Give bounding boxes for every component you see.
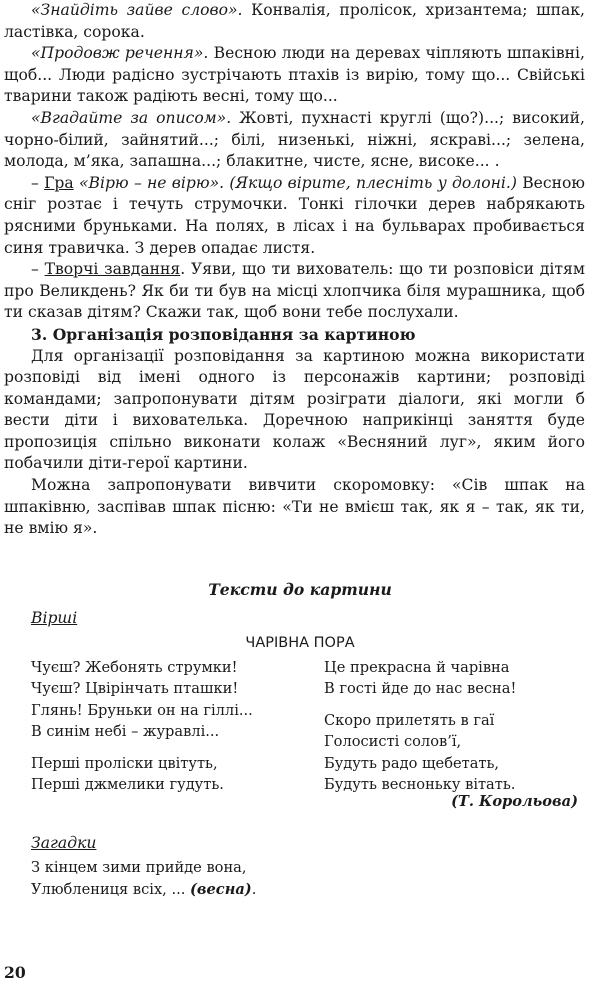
poem-line: Скоро прилетять в гаї: [324, 711, 495, 729]
poem-line: Чуєш? Жебонять струмки!: [31, 659, 238, 676]
poem-title: ЧАРІВНА ПОРА: [245, 635, 355, 651]
paragraph-tongue-twister: Можна запропонувати вивчити скоромовку: «Сів шпак на шпаківню, заспівав шпак пісню: «Ти не вмієш так, як я – так, як ти, не вмію я».: [4, 476, 585, 538]
poem-line: Будуть радо щебетать,: [324, 754, 500, 772]
paragraph-organization: Для організації розповідання за картиною можна використати розповіді від імені одного із персонажів картини; розповіді командами; запропонувати дітям розіграти діалоги, які могли б вести діти і вихователька. Доречною наприкінці заняття буде пропозиція спільно виконати колаж «Весняний луг», яким його побачили діти-герої картини.: [4, 346, 585, 473]
paragraph-guess-description: «Вгадайте за описом». Жовті, пухнасті круглі (що?)...; високий, чорно-білий, зайнятий...; білі, низенькі, ніжні, яскраві...; зелена, молода, м’яка, запашна...; блакитне, чисте, ясне, високе... .: [4, 108, 585, 171]
paragraph-creative-tasks: – Творчі завдання. Уяви, що ти вихователь: що ти розповіси дітям про Великдень? Як би ти був на місці хлопчика біля мурашника, щоб ти сказав дітям? Скажи так, щоб вони тебе послухали.: [4, 260, 585, 322]
poem-line: Це прекрасна й чарівна: [324, 659, 510, 676]
creative-tasks-label: Творчі завдання: [44, 260, 181, 279]
riddle: [31, 857, 256, 900]
paragraph-odd-word: «Знайдіть зайве слово». Конвалія, пролісок, хризантема; шпак, ластівка, сорока.: [4, 1, 586, 41]
section-heading: 3. Організація розповідання за картиною: [31, 324, 416, 344]
poem-left-column: [31, 657, 253, 795]
poem-line: В гості йде до нас весна!: [324, 680, 517, 698]
poem-author: (Т. Корольова): [451, 793, 578, 810]
poem-right-column: [324, 657, 516, 795]
poem-line: Голосисті солов’ї,: [324, 733, 462, 751]
game-title: «Вірю – не вірю». (Якщо вірите, плесніть у долоні.): [73, 173, 517, 192]
game-label: Гра: [44, 173, 74, 192]
texts-section-title: Тексти до картини: [208, 580, 392, 599]
riddles-label: Загадки: [31, 834, 97, 852]
task-title: «Знайдіть зайве слово».: [31, 1, 243, 19]
paragraph-continue-sentence: «Продовж речення». Весною люди на деревах чіпляють шпаківні, щоб... Люди радісно зустрічають птахів із вирію, тому що... Свійські тварини також радіють весні, тому що...: [4, 44, 585, 106]
paragraph-game: – Гра «Вірю – не вірю». (Якщо вірите, плесніть у долоні.) Весною сніг розтає і течуть струмочки. Тонкі гілочки дерев набрякають рясними бруньками. На полях, в лісах і на бульварах пробивається синя травичка. З дерев опадає листя.: [4, 173, 585, 257]
poem-line: Перші проліски цвітуть,: [31, 754, 218, 772]
page-number: 20: [4, 963, 26, 982]
verses-label: Вірші: [31, 609, 78, 627]
stanza-gap: [31, 743, 253, 753]
riddle-answer: (весна): [190, 880, 252, 898]
poem-line: Чуєш? Цвірінчать пташки!: [31, 680, 239, 698]
poem-line: Будуть весноньку вітать.: [324, 776, 516, 794]
main-text: [4, 0, 585, 540]
poem-line: Глянь! Бруньки он на гіллі...: [31, 701, 253, 719]
riddle-line: Улюблениця всіх, ... (весна).: [31, 880, 257, 898]
task-title: «Вгадайте за описом».: [31, 108, 232, 127]
poem-line: Перші джмелики гудуть.: [31, 776, 224, 794]
poem-line: В синім небі – журавлі...: [31, 723, 220, 741]
stanza-gap: [324, 700, 516, 710]
riddle-line: З кінцем зими прийде вона,: [31, 859, 247, 876]
task-title: «Продовж речення».: [31, 44, 209, 63]
